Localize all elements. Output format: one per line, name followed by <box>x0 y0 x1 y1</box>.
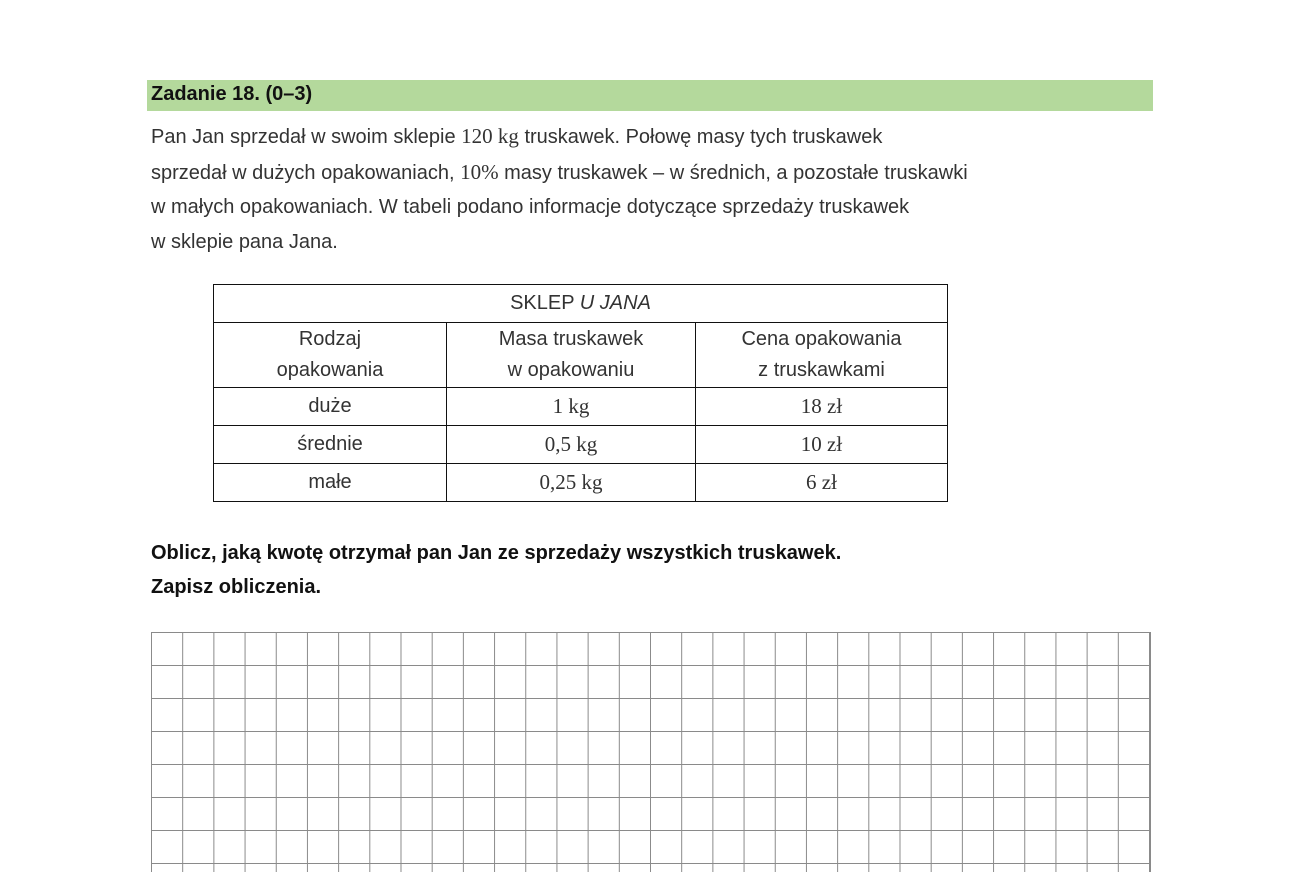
header-text: Rodzaj <box>298 328 362 350</box>
question-line-2: Zapisz obliczenia. <box>151 576 322 598</box>
cell-type: duże <box>214 388 447 426</box>
table-title-italic: U JANA <box>579 292 651 314</box>
cell-mass: 0,25 kg <box>447 464 696 502</box>
question <box>151 536 841 604</box>
cell-mass: 1 kg <box>447 388 696 426</box>
header-price <box>696 323 948 388</box>
task-intro <box>151 119 1161 259</box>
intro-line-4: w sklepie pana Jana. <box>151 230 338 253</box>
question-line-1: Oblicz, jaką kwotę otrzymał pan Jan ze sprzedaży wszystkich truskawek. <box>151 542 842 564</box>
answer-grid[interactable] <box>151 632 1151 872</box>
intro-line-1 <box>151 119 1161 155</box>
cell-price: 6 zł <box>696 464 948 502</box>
header-text: w opakowaniu <box>507 359 635 381</box>
intro-quantity: 120 kg <box>461 124 519 148</box>
task-title: Zadanie 18. (0–3) <box>151 83 313 105</box>
intro-text: Pan Jan sprzedał w swoim sklepie <box>151 126 462 148</box>
cell-price: 18 zł <box>696 388 948 426</box>
shop-table <box>213 284 948 502</box>
header-text: opakowania <box>276 359 384 381</box>
header-text: Cena opakowania <box>741 328 902 350</box>
table-title-prefix: SKLEP <box>510 292 580 314</box>
table-row <box>214 426 948 464</box>
table-header-row <box>214 323 948 388</box>
header-text: Masa truskawek <box>498 328 644 350</box>
intro-text: truskawek. Połowę masy tych truskawek <box>518 126 883 148</box>
intro-line-3: w małych opakowaniach. W tabeli podano informacje dotyczące sprzedaży truskawek <box>151 196 910 218</box>
intro-line-2 <box>151 155 1161 191</box>
table-row <box>214 388 948 426</box>
header-package-type <box>214 323 447 388</box>
header-text: z truskawkami <box>758 359 885 381</box>
cell-price: 10 zł <box>696 426 948 464</box>
intro-text: sprzedał w dużych opakowaniach, <box>151 161 461 184</box>
cell-type: małe <box>214 464 447 502</box>
cell-mass: 0,5 kg <box>447 426 696 464</box>
table-title-row <box>214 285 948 323</box>
cell-type: średnie <box>214 426 447 464</box>
header-mass <box>447 323 696 388</box>
intro-text: masy truskawek – w średnich, a pozostałe truskawki <box>498 161 968 184</box>
table-title <box>214 285 948 323</box>
intro-percent: 10% <box>460 159 499 184</box>
table-row <box>214 464 948 502</box>
